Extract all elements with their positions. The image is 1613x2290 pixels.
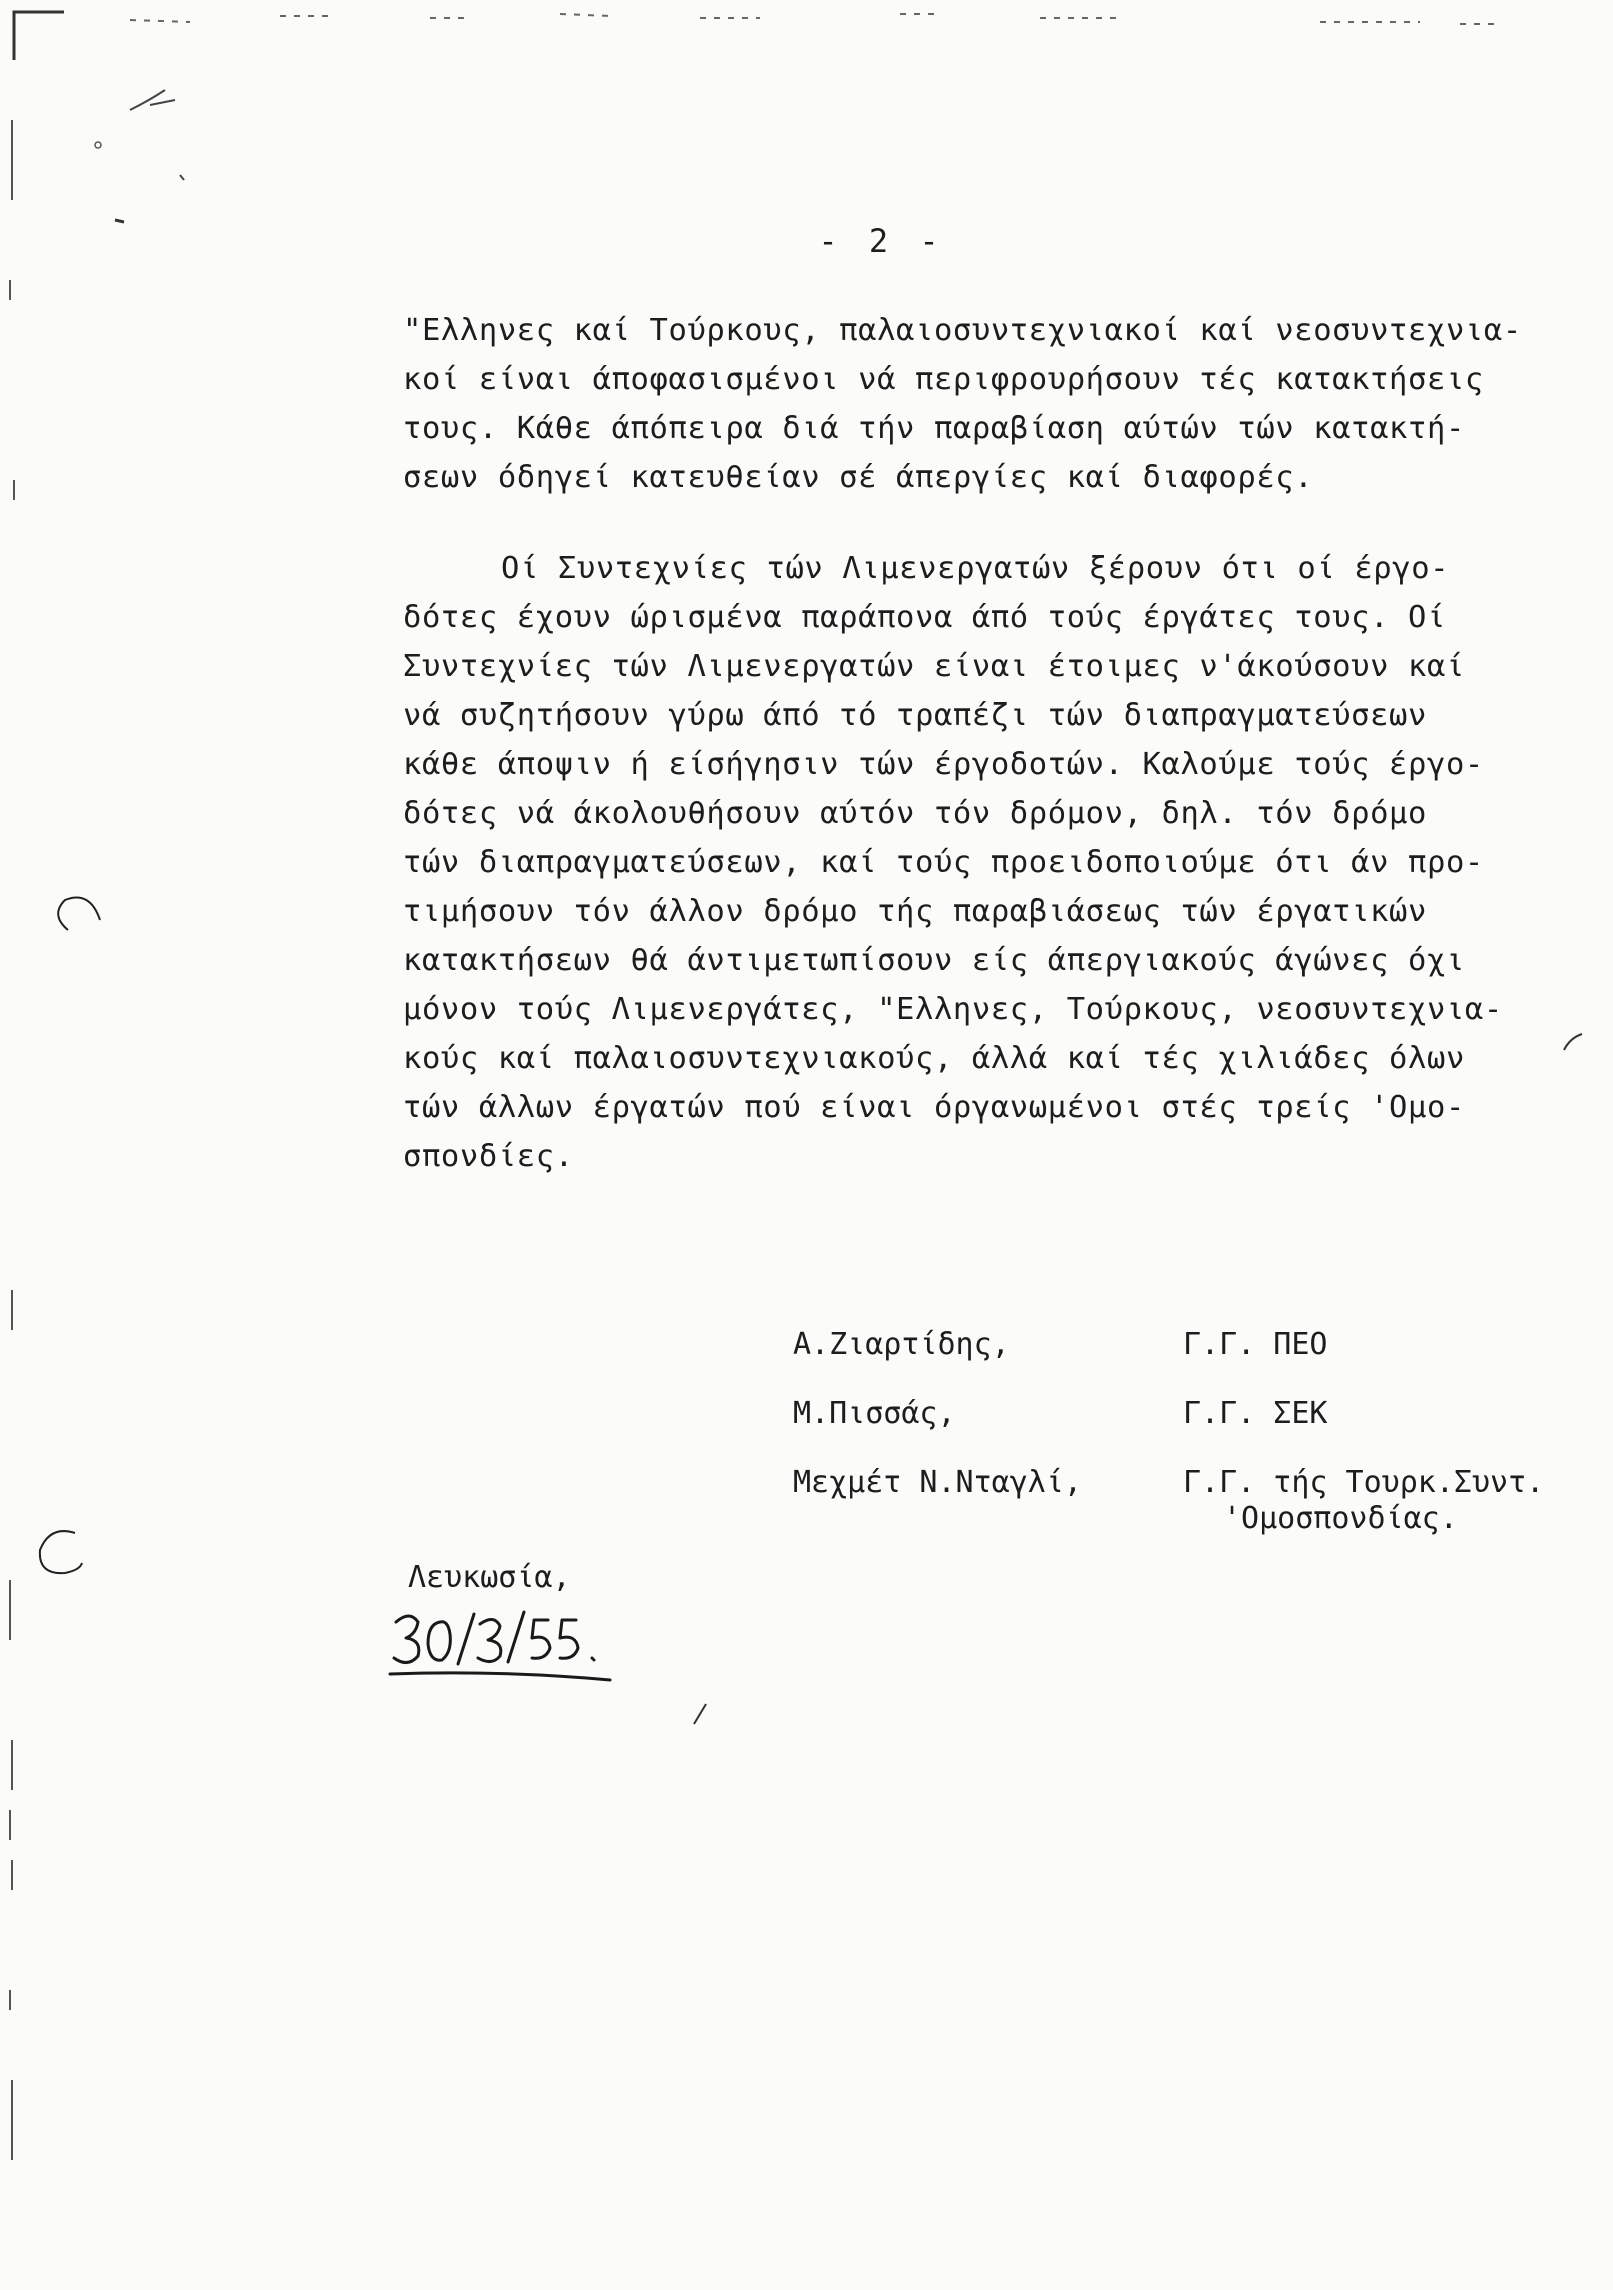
paragraph-line: κούς καί παλαιοσυντεχνιακούς, άλλά καί τές χιλιάδες όλων (403, 1041, 1465, 1076)
signatory-name: Μ.Πισσάς, (793, 1396, 956, 1431)
paragraph-line: τιμήσουν τόν άλλον δρόμο τής παραβιάσεως τών έργατικών (403, 894, 1427, 929)
paragraph-line: σεων όδηγεί κατευθείαν σέ άπεργίες καί διαφορές. (403, 460, 1314, 495)
paragraph-line: μόνον τούς Λιμενεργάτες, "Ελληνες, Τούρκους, νεοσυντεχνια- (403, 992, 1503, 1027)
punch-hole-top (40, 880, 110, 950)
scan-corner-mark (0, 0, 1613, 60)
signatory-title: Γ.Γ. τής Τουρκ.Συντ. (1183, 1465, 1545, 1500)
paragraph-line: κοί είναι άποφασισμένοι νά περιφρουρήσουν τές κατακτήσεις (403, 362, 1484, 397)
page-number: - 2 - (818, 222, 945, 260)
paragraph-line: δότες νά άκολουθήσουν αύτόν τόν δρόμον, δηλ. τόν δρόμο (403, 796, 1427, 831)
punch-hole-bottom (20, 1515, 90, 1595)
paragraph-line: τών διαπραγματεύσεων, καί τούς προειδοποιούμε ότι άν προ- (403, 845, 1484, 880)
paragraph-line: τους. Κάθε άπόπειρα διά τήν παραβίαση αύτών τών κατακτή- (403, 411, 1465, 446)
paragraph-line: Οί Συντεχνίες τών Λιμενεργατών ξέρουν ότι οί έργο- (501, 551, 1450, 586)
signatory-title-continued: 'Ομοσπονδίας. (1223, 1501, 1458, 1536)
signatory-name: Α.Ζιαρτίδης, (793, 1327, 1010, 1362)
paragraph-line: Συντεχνίες τών Λιμενεργατών είναι έτοιμες ν'άκούσουν καί (403, 649, 1465, 684)
paragraph-line: τών άλλων έργατών πού είναι όργανωμένοι στές τρείς 'Ομο- (403, 1090, 1465, 1125)
handwritten-date (388, 1600, 618, 1690)
left-margin-marks (0, 0, 60, 2290)
paragraph-line: σπονδίες. (403, 1139, 574, 1174)
paragraph-1 (403, 306, 1573, 502)
signatory-name: Μεχμέτ Ν.Νταγλί, (793, 1465, 1082, 1500)
paragraph-line: δότες έχουν ώρισμένα παράπονα άπό τούς έργάτες τους. Οί (403, 600, 1446, 635)
signatory-title: Γ.Γ. ΠΕΟ (1183, 1327, 1328, 1362)
paragraph-2 (403, 544, 1573, 1181)
stray-mark (690, 1700, 710, 1730)
paragraph-line: κάθε άποψιν ή είσήγησιν τών έργοδοτών. Καλούμε τούς έργο- (403, 747, 1484, 782)
paragraph-line: νά συζητήσουν γύρω άπό τό τραπέζι τών διαπραγματεύσεων (403, 698, 1427, 733)
paragraph-line: κατακτήσεων θά άντιμετωπίσουν είς άπεργιακούς άγώνες όχι (403, 943, 1465, 978)
scan-smudges (80, 70, 220, 240)
signatory-title: Γ.Γ. ΣΕΚ (1183, 1396, 1328, 1431)
place-label: Λευκωσία, (408, 1560, 571, 1595)
paragraph-line: "Ελληνες καί Τούρκους, παλαιοσυντεχνιακοί καί νεοσυντεχνια- (403, 313, 1522, 348)
